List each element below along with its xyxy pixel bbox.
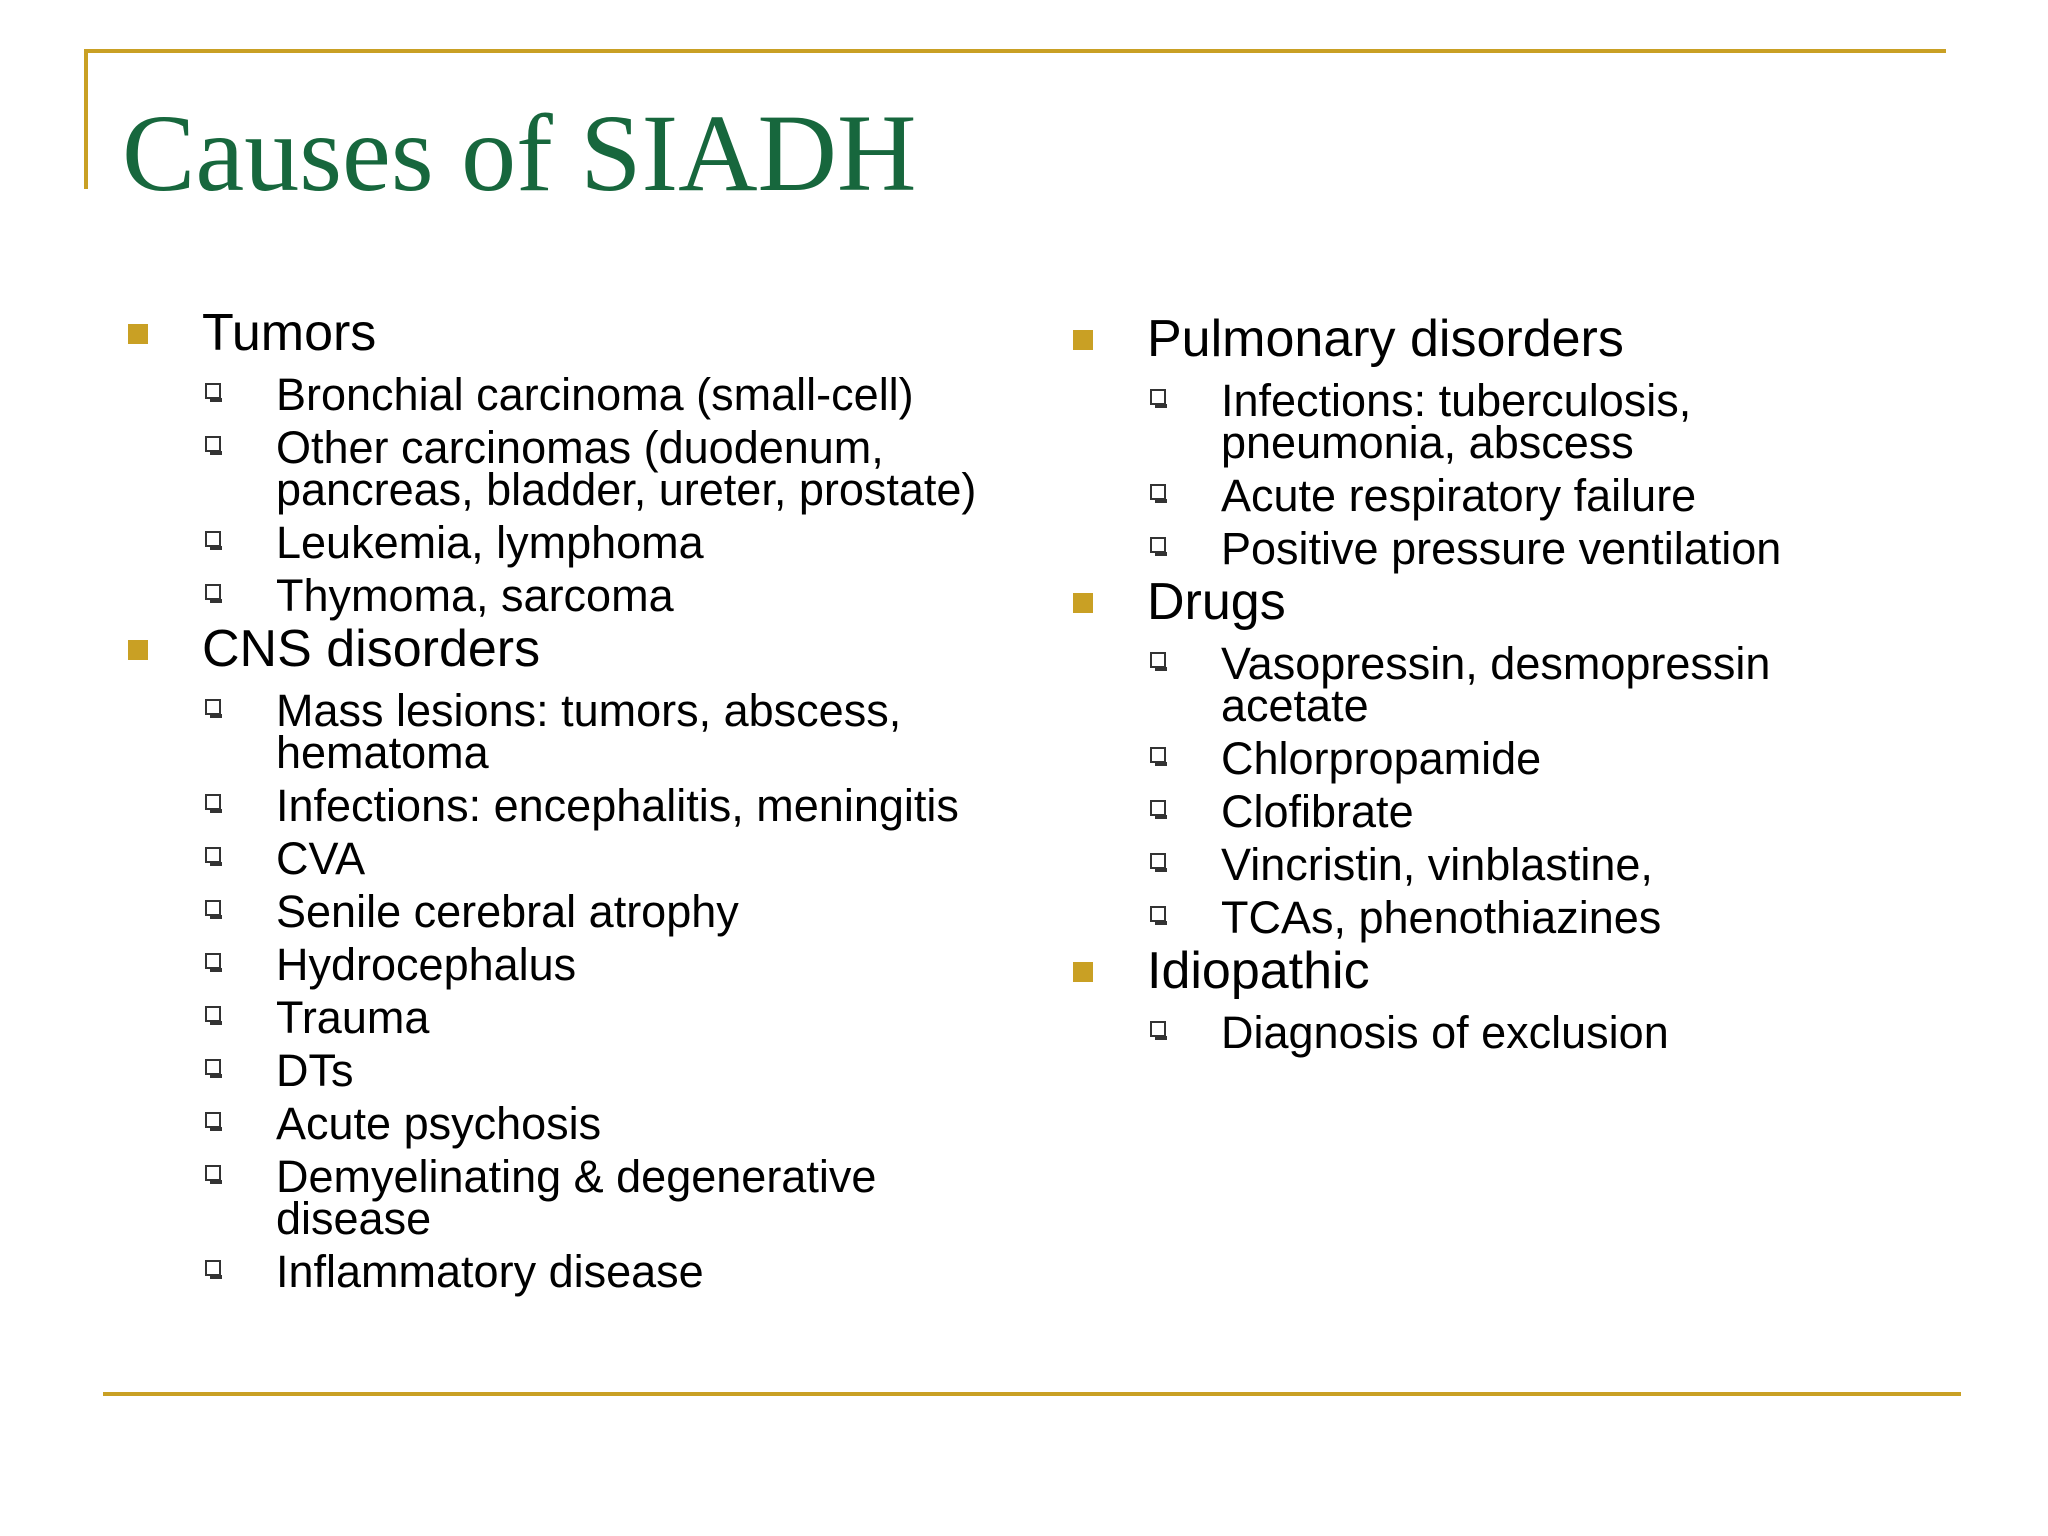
square-bullet-icon [1073,330,1093,350]
square-bullet-icon [1073,962,1093,982]
category-label: Idiopathic [1147,942,1370,1000]
list-item [122,685,982,778]
sub-item-list [122,685,982,1297]
square-bullet-icon [128,324,148,344]
list-item-text: Trauma [276,992,430,1043]
list-item-text: Hydrocephalus [276,939,577,990]
list-item [122,939,982,990]
left-rule [84,49,88,189]
sub-item-list [1067,1007,1927,1058]
category-tumors [122,303,982,621]
list-item [122,422,982,515]
list-item [1067,470,1927,521]
list-item [1067,786,1927,837]
list-item-text: Vincristin, vinblastine, [1221,839,1653,890]
list-item [1067,638,1927,731]
right-column [1067,309,1927,1058]
box-bullet-icon [205,847,221,863]
list-item [122,886,982,937]
list-item-text: Leukemia, lymphoma [276,517,704,568]
category-heading [1067,309,1927,369]
category-pulmonary-disorders [1067,309,1927,574]
list-item [122,1246,982,1297]
list-item [1067,892,1927,943]
list-item-text: Infections: encephalitis, meningitis [276,780,959,831]
list-item-text: Mass lesions: tumors, abscess, hematoma [276,685,902,778]
category-label: CNS disorders [202,620,541,678]
sub-item-list [1067,638,1927,943]
category-heading [122,303,982,363]
slide-title: Causes of SIADH [122,92,917,214]
box-bullet-icon [1150,537,1166,553]
box-bullet-icon [1150,1021,1166,1037]
list-item-text: Acute psychosis [276,1098,602,1149]
box-bullet-icon [205,531,221,547]
list-item-text: CVA [276,833,366,884]
square-bullet-icon [128,640,148,660]
list-item [122,1045,982,1096]
box-bullet-icon [205,1006,221,1022]
box-bullet-icon [1150,652,1166,668]
box-bullet-icon [205,900,221,916]
list-item [122,1151,982,1244]
list-item [122,517,982,568]
list-item [122,1098,982,1149]
box-bullet-icon [1150,484,1166,500]
box-bullet-icon [205,794,221,810]
list-item-text: Inflammatory disease [276,1246,704,1297]
list-item-text: Other carcinomas (duodenum, pancreas, bladder, ureter, prostate) [276,422,977,515]
list-item [122,992,982,1043]
list-item-text: Infections: tuberculosis, pneumonia, abscess [1221,375,1692,468]
list-item-text: Vasopressin, desmopressin acetate [1221,638,1771,731]
list-item-text: DTs [276,1045,354,1096]
list-item [122,780,982,831]
box-bullet-icon [1150,389,1166,405]
list-item-text: Diagnosis of exclusion [1221,1007,1669,1058]
box-bullet-icon [205,953,221,969]
list-item-text: Senile cerebral atrophy [276,886,739,937]
category-drugs [1067,572,1927,943]
list-item-text: Clofibrate [1221,786,1414,837]
list-item [1067,1007,1927,1058]
category-label: Pulmonary disorders [1147,310,1624,368]
list-item-text: Demyelinating & degenerative disease [276,1151,877,1244]
top-rule [84,49,1946,53]
box-bullet-icon [205,584,221,600]
box-bullet-icon [1150,747,1166,763]
category-cns-disorders [122,619,982,1297]
list-item [122,570,982,621]
category-heading [1067,572,1927,632]
box-bullet-icon [205,383,221,399]
category-idiopathic [1067,941,1927,1058]
list-item [1067,733,1927,784]
category-heading [1067,941,1927,1001]
category-heading [122,619,982,679]
list-item-text: Thymoma, sarcoma [276,570,674,621]
list-item [1067,523,1927,574]
list-item [122,369,982,420]
sub-item-list [1067,375,1927,574]
box-bullet-icon [1150,800,1166,816]
sub-item-list [122,369,982,621]
square-bullet-icon [1073,593,1093,613]
list-item-text: Acute respiratory failure [1221,470,1697,521]
box-bullet-icon [205,1059,221,1075]
list-item-text: Positive pressure ventilation [1221,523,1782,574]
list-item-text: Chlorpropamide [1221,733,1542,784]
box-bullet-icon [205,1165,221,1181]
list-item-text: Bronchial carcinoma (small-cell) [276,369,914,420]
box-bullet-icon [205,436,221,452]
list-item [122,833,982,884]
box-bullet-icon [1150,906,1166,922]
box-bullet-icon [205,699,221,715]
category-label: Tumors [202,304,377,362]
box-bullet-icon [1150,853,1166,869]
box-bullet-icon [205,1260,221,1276]
left-column [122,303,982,1297]
category-label: Drugs [1147,573,1286,631]
list-item-text: TCAs, phenothiazines [1221,892,1662,943]
bottom-rule [103,1392,1961,1396]
box-bullet-icon [205,1112,221,1128]
list-item [1067,839,1927,890]
list-item [1067,375,1927,468]
